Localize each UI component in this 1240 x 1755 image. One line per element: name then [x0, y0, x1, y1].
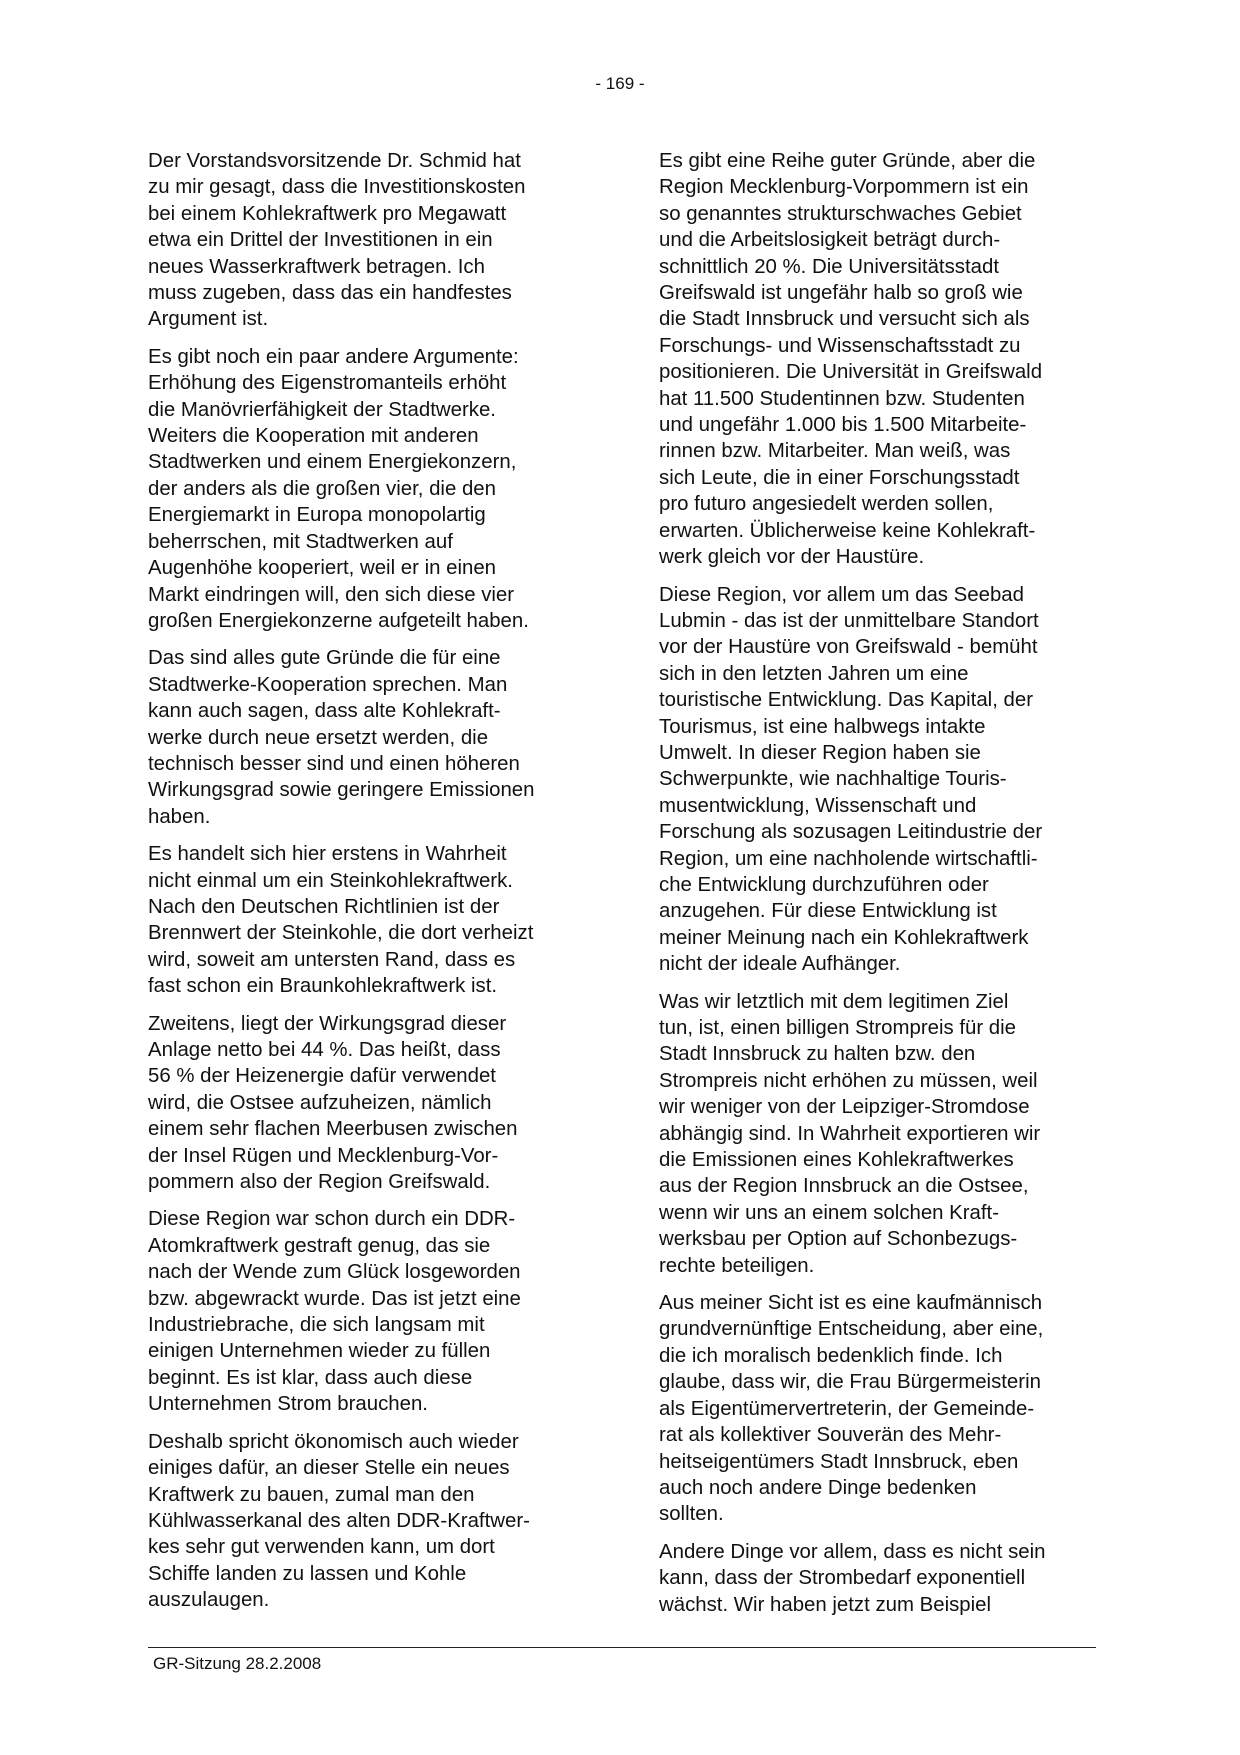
paragraph: Andere Dinge vor allem, dass es nicht sein kann, dass der Strombedarf exponentiell wächst. Wir haben jetzt zum Beispiel	[659, 1540, 1046, 1616]
paragraph: Diese Region war schon durch ein DDR- Atomkraftwerk gestraft genug, das sie nach der Wende zum Glück losgeworden bzw. abgewrackt wurde. Das ist jetzt eine Industriebrache, die sich langsam mit einigen Unternehmen wieder zu füllen beginnt. Es ist klar, dass auch diese Unternehmen Strom brauchen.	[148, 1208, 521, 1416]
paragraph: Es gibt noch ein paar andere Argumente: Erhöhung des Eigenstromanteils erhöht die Manövrierfähigkeit der Stadtwerke. Weiters die Kooperation mit anderen Stadtwerken und einem Energiekonzern, der anders als die großen vier, die den Energiemarkt in Europa monopolartig beherrschen, mit Stadtwerken auf Augenhöhe kooperiert, weil er in einen Markt eindringen will, den sich diese vier großen Energiekonzerne aufgeteilt haben.	[148, 345, 529, 632]
paragraph: Aus meiner Sicht ist es eine kaufmännisch grundvernünftige Entscheidung, aber eine, die ich moralisch bedenklich finde. Ich glaube, dass wir, die Frau Bürgermeisterin als Eigentümervertreterin, der Gemeinde- rat als kollektiver Souverän des Mehr- heitseigentümers Stadt Innsbruck, eben auch noch andere Dinge bedenken sollten.	[659, 1292, 1044, 1526]
page-number: - 169 -	[595, 74, 645, 93]
paragraph: Der Vorstandsvorsitzende Dr. Schmid hat zu mir gesagt, dass die Investitionskosten bei einem Kohlekraftwerk pro Megawatt etwa ein Drittel der Investitionen in ein neues Wasserkraftwerk betragen. Ich muss zugeben, dass das ein handfestes Argument ist.	[148, 150, 526, 331]
paragraph: Deshalb spricht ökonomisch auch wieder einiges dafür, an dieser Stelle ein neues Kraftwerk zu bauen, zumal man den Kühlwasserkanal des alten DDR-Kraftwer- kes sehr gut verwenden kann, um dort Schiffe landen zu lassen und Kohle auszulaugen.	[148, 1430, 530, 1612]
paragraph: Das sind alles gute Gründe die für eine Stadtwerke-Kooperation sprechen. Man kann auch sagen, dass alte Kohlekraft- werke durch neue ersetzt werden, die technisch besser sind und einen höheren Wirkungsgrad sowie geringere Emissionen haben.	[148, 647, 535, 828]
left-text-column	[148, 148, 584, 1625]
footer-divider	[148, 1647, 1096, 1648]
paragraph: Was wir letztlich mit dem legitimen Ziel tun, ist, einen billigen Strompreis für die Stadt Innsbruck zu halten bzw. den Strompreis nicht erhöhen zu müssen, weil wir weniger von der Leipziger-Stromdose abhängig sind. In Wahrheit exportieren wir die Emissionen eines Kohlekraftwerkes aus der Region Innsbruck an die Ostsee, wenn wir uns an einem solchen Kraft- werksbau per Option auf Schonbezugs- rechte beteiligen.	[659, 990, 1041, 1277]
right-text-column	[659, 148, 1095, 1629]
footer-session-label: GR-Sitzung 28.2.2008	[153, 1654, 322, 1673]
paragraph: Es handelt sich hier erstens in Wahrheit nicht einmal um ein Steinkohlekraftwerk. Nach den Deutschen Richtlinien ist der Brennwert der Steinkohle, die dort verheizt wird, soweit am untersten Rand, dass es fast schon ein Braunkohlekraftwerk ist.	[148, 843, 534, 998]
paragraph: Es gibt eine Reihe guter Gründe, aber die Region Mecklenburg-Vorpommern ist ein so genanntes strukturschwaches Gebiet und die Arbeitslosigkeit beträgt durch- schnittlich 20 %. Die Universitätsstadt Greifswald ist ungefähr halb so groß wie die Stadt Innsbruck und versucht sich als Forschungs- und Wissenschaftsstadt zu positionieren. Die Universität in Greifswald hat 11.500 Studentinnen bzw. Studenten und ungefähr 1.000 bis 1.500 Mitarbeite- rinnen bzw. Mitarbeiter. Man weiß, was sich Leute, die in einer Forschungsstadt pro futuro angesiedelt werden sollen, erwarten. Üblicherweise keine Kohlekraft- werk gleich vor der Haustüre.	[659, 150, 1043, 569]
paragraph: Zweitens, liegt der Wirkungsgrad dieser Anlage netto bei 44 %. Das heißt, dass 56 % der Heizenergie dafür verwendet wird, die Ostsee aufzuheizen, nämlich einem sehr flachen Meerbusen zwischen der Insel Rügen und Mecklenburg-Vor- pommern also der Region Greifswald.	[148, 1012, 518, 1194]
paragraph: Diese Region, vor allem um das Seebad Lubmin - das ist der unmittelbare Standort vor der Haustüre von Greifswald - bemüht sich in den letzten Jahren um eine touristische Entwicklung. Das Kapital, der Tourismus, ist eine halbwegs intakte Umwelt. In dieser Region haben sie Schwerpunkte, wie nachhaltige Touris- musentwicklung, Wissenschaft und Forschung als sozusagen Leitindustrie der Region, um eine nachholende wirtschaftli- che Entwicklung durchzuführen oder anzugehen. Für diese Entwicklung ist meiner Meinung nach ein Kohlekraftwerk nicht der ideale Aufhänger.	[659, 583, 1043, 976]
